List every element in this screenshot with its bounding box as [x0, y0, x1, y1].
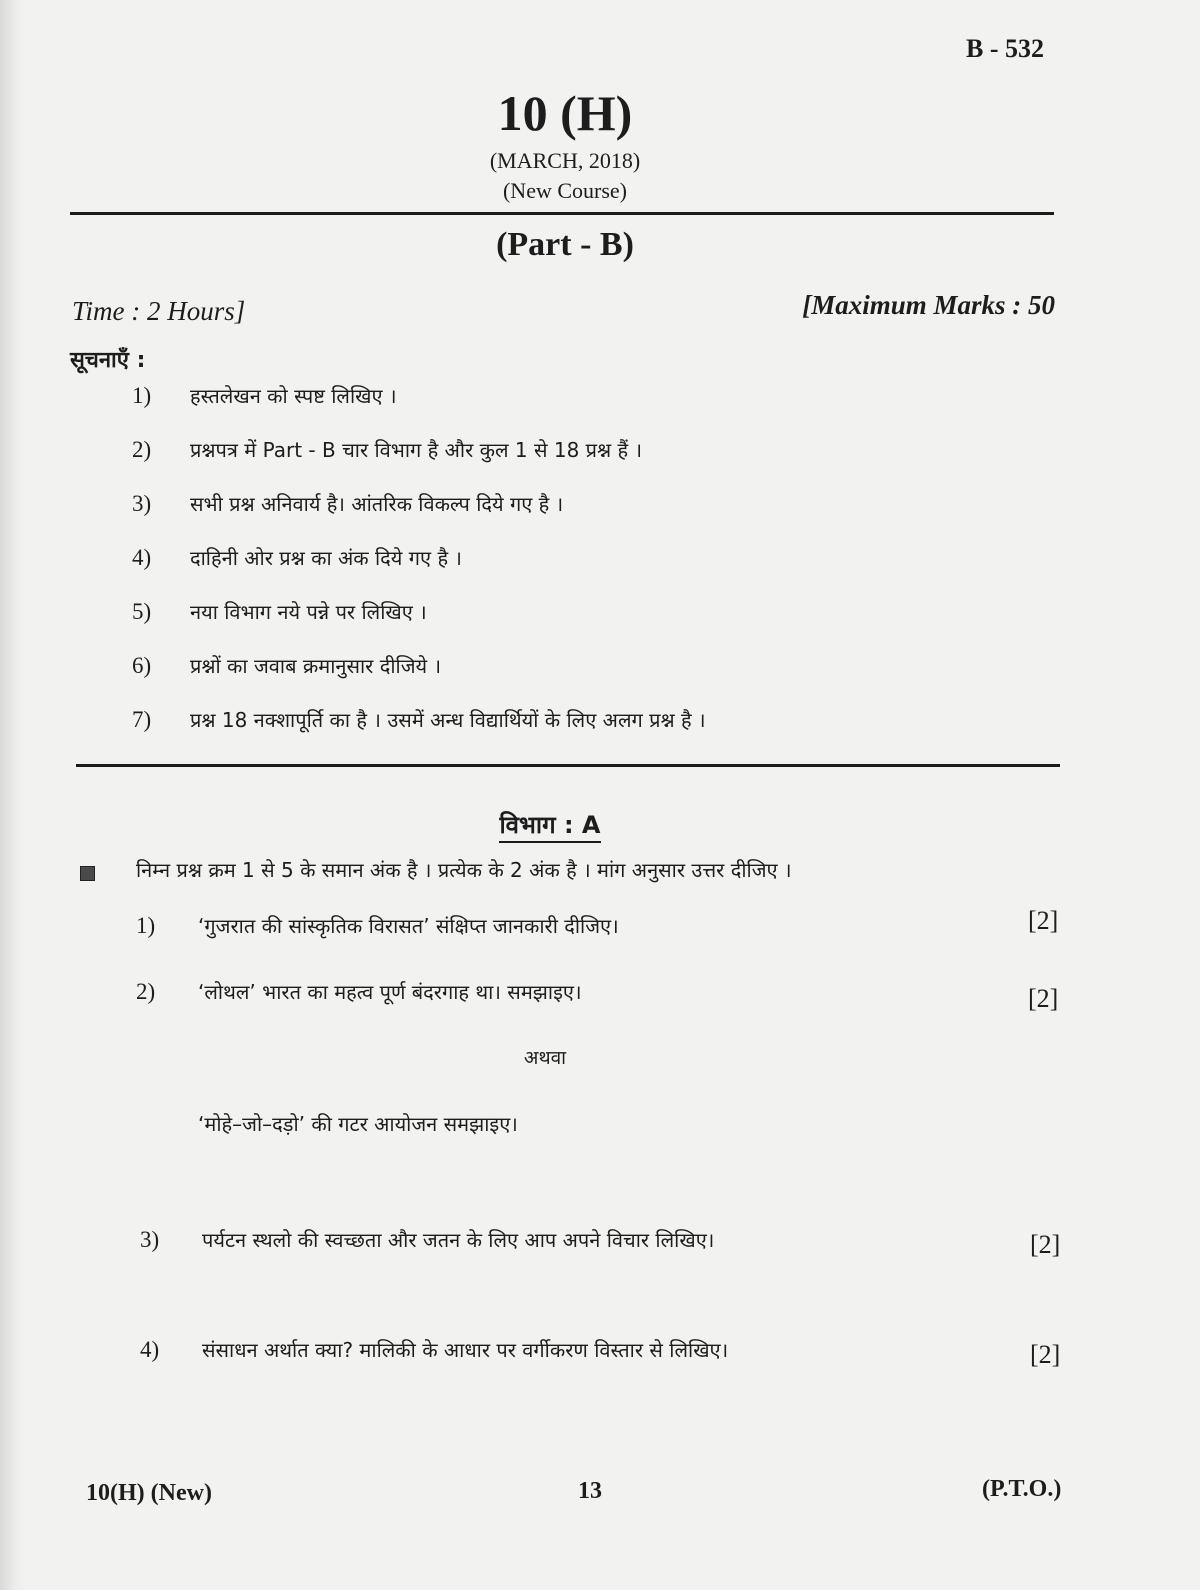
instruction-number: 2) [132, 437, 152, 462]
course-label: (New Course) [502, 178, 628, 203]
subject-title: 10 (H) [497, 85, 633, 141]
instruction-item [132, 544, 462, 571]
part-title: (Part - B) [496, 226, 634, 263]
section-a-heading [0, 808, 1100, 841]
instructions-heading: सूचनाएँ : [70, 348, 146, 373]
question-number: 2) [136, 979, 156, 1004]
section-divider [76, 764, 1060, 767]
section-a-heading-text: विभाग : A [499, 811, 600, 843]
question-number: 3) [140, 1227, 160, 1252]
question-text: ‘लोथल’ भारत का महत्व पूर्ण बंदरगाह था। समझाइए। [198, 980, 582, 1004]
instruction-item [132, 706, 706, 733]
question-1 [136, 912, 619, 939]
footer-course-code: 10(H) (New) [86, 1480, 212, 1506]
header-divider [70, 212, 1054, 215]
paper-code: B - 532 [966, 34, 1044, 63]
question-3 [140, 1226, 714, 1253]
square-bullet-icon [80, 866, 95, 881]
instruction-text: दाहिनी ओर प्रश्न का अंक दिये गए है । [190, 546, 462, 570]
question-2 [136, 978, 582, 1005]
instruction-text: प्रश्न 18 नक्शापूर्ति का है । उसमें अन्ध विद्यार्थियों के लिए अलग प्रश्न है । [190, 708, 706, 732]
instruction-item [132, 652, 441, 679]
question-1-marks: [2] [1028, 906, 1059, 935]
or-label: अथवा [523, 1047, 567, 1069]
pto-label: (P.T.O.) [982, 1476, 1062, 1502]
question-3-marks: [2] [1030, 1230, 1061, 1259]
instruction-number: 3) [132, 491, 152, 516]
maximum-marks: [Maximum Marks : 50 [802, 290, 1055, 320]
question-number: 4) [140, 1337, 160, 1362]
instruction-item [132, 490, 563, 517]
page-number: 13 [578, 1478, 602, 1504]
instruction-text: सभी प्रश्न अनिवार्य है। आंतरिक विकल्प दिये गए है । [190, 492, 564, 516]
question-2-alternative: ‘मोहे–जो–दड़ो’ की गटर आयोजन समझाइए। [198, 1112, 518, 1136]
instruction-item [132, 598, 427, 625]
section-a-instruction: निम्न प्रश्न क्रम 1 से 5 के समान अंक है । प्रत्येक के 2 अंक है । मांग अनुसार उत्तर दीजिए । [136, 858, 792, 882]
instruction-number: 4) [132, 545, 152, 570]
instruction-text: प्रश्नों का जवाब क्रमानुसार दीजिये । [190, 654, 442, 678]
question-4-marks: [2] [1030, 1340, 1061, 1369]
instruction-number: 7) [132, 707, 152, 732]
instruction-number: 6) [132, 653, 152, 678]
question-2-marks: [2] [1028, 984, 1059, 1013]
instruction-text: हस्तलेखन को स्पष्ट लिखिए । [190, 384, 397, 408]
instruction-text: प्रश्नपत्र में Part - B चार विभाग है और कुल 1 से 18 प्रश्न हैं । [190, 438, 643, 462]
question-text: पर्यटन स्थलो की स्वच्छता और जतन के लिए आप अपने विचार लिखिए। [202, 1228, 715, 1252]
question-4 [140, 1336, 728, 1363]
instruction-number: 5) [132, 599, 152, 624]
instruction-item [132, 436, 642, 463]
question-text: ‘गुजरात की सांस्कृतिक विरासत’ संक्षिप्त जानकारी दीजिए। [198, 914, 619, 938]
instruction-text: नया विभाग नये पन्ने पर लिखिए । [190, 600, 427, 624]
exam-date: (MARCH, 2018) [489, 148, 641, 173]
question-text: संसाधन अर्थात क्या? मालिकी के आधार पर वर्गीकरण विस्तार से लिखिए। [202, 1338, 729, 1362]
question-number: 1) [136, 913, 156, 938]
instruction-item [132, 382, 397, 409]
instruction-number: 1) [132, 383, 152, 408]
time-allowed: Time : 2 Hours] [72, 296, 246, 326]
